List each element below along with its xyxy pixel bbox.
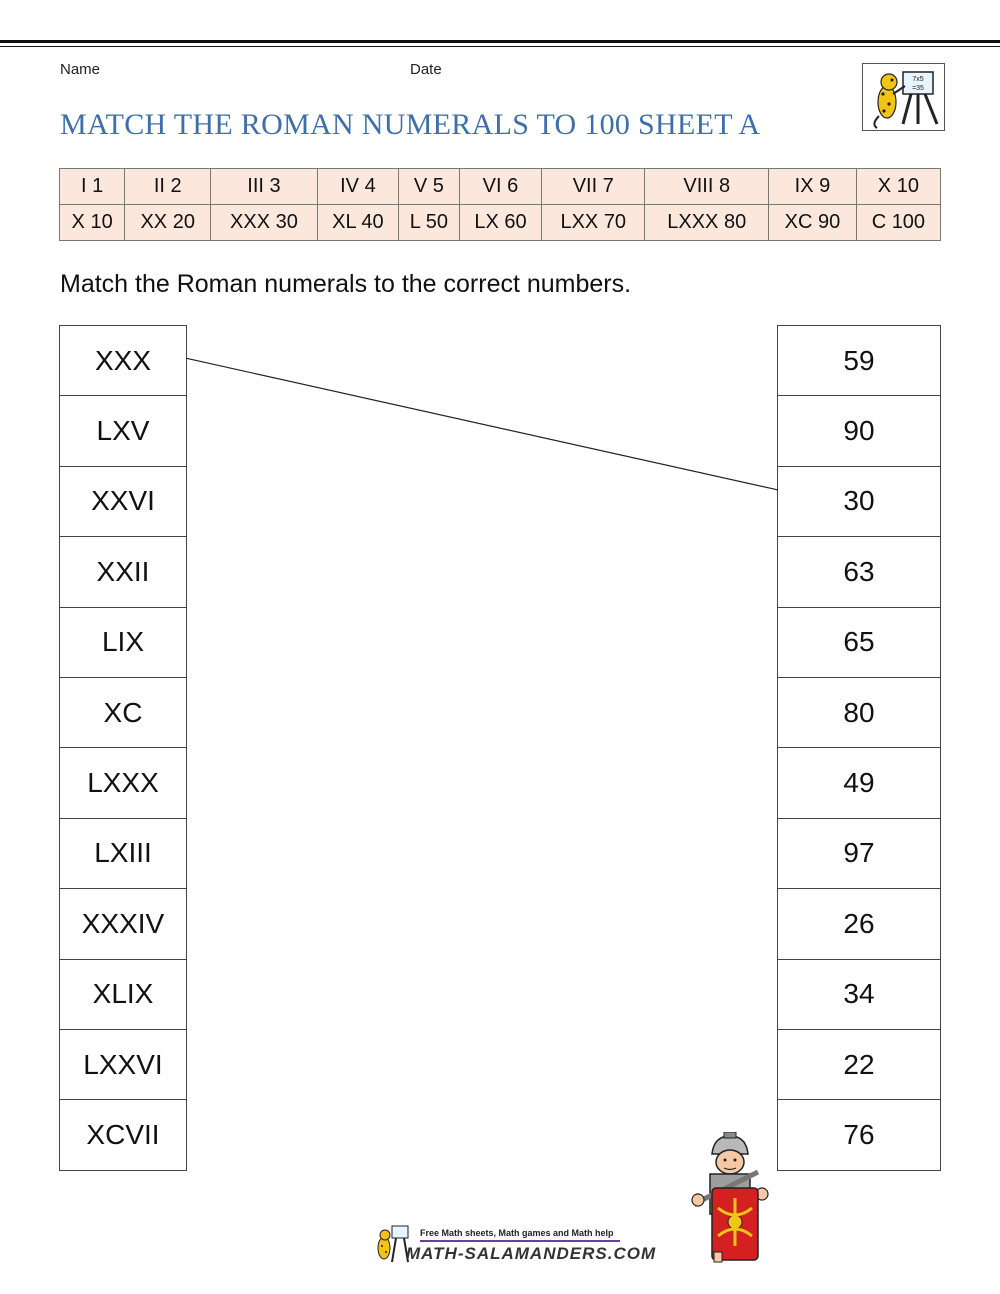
roman-numeral-box[interactable]: XXXIV (60, 889, 186, 959)
top-rule-thick (0, 40, 1000, 43)
roman-numeral-box[interactable]: XXVI (60, 467, 186, 537)
roman-soldier-illustration (684, 1132, 776, 1264)
number-box[interactable]: 26 (778, 889, 940, 959)
reference-cell: V 5 (399, 169, 460, 205)
top-rule-thin (0, 46, 1000, 47)
reference-cell: XC 90 (769, 205, 857, 241)
number-box[interactable]: 90 (778, 396, 940, 466)
footer-logo[interactable] (372, 1222, 657, 1268)
date-label: Date (410, 61, 442, 78)
number-box[interactable]: 97 (778, 819, 940, 889)
number-box[interactable]: 22 (778, 1030, 940, 1100)
reference-cell: XX 20 (125, 205, 211, 241)
number-box[interactable]: 80 (778, 678, 940, 748)
reference-table (59, 168, 941, 241)
number-column (777, 325, 941, 1171)
name-label: Name (60, 61, 101, 78)
number-box[interactable]: 34 (778, 960, 940, 1030)
roman-numeral-box[interactable]: LXV (60, 396, 186, 466)
footer-site-name: MATH-SALAMANDERS.COM (406, 1244, 657, 1263)
reference-cell: XXX 30 (211, 205, 318, 241)
reference-cell: L 50 (399, 205, 460, 241)
reference-cell: II 2 (125, 169, 211, 205)
reference-cell: X 10 (856, 169, 940, 205)
roman-numeral-box[interactable]: XC (60, 678, 186, 748)
roman-numeral-box[interactable]: XXII (60, 537, 186, 607)
reference-cell: III 3 (211, 169, 318, 205)
reference-cell: LXX 70 (542, 205, 645, 241)
logo-sum-line2: =35 (912, 85, 924, 92)
reference-cell: C 100 (856, 205, 940, 241)
roman-numeral-box[interactable]: XCVII (60, 1100, 186, 1170)
page-title: MATCH THE ROMAN NUMERALS TO 100 SHEET A (60, 108, 761, 141)
roman-numeral-box[interactable]: LIX (60, 608, 186, 678)
roman-numeral-box[interactable]: LXXVI (60, 1030, 186, 1100)
roman-numeral-column (59, 325, 187, 1171)
roman-numeral-box[interactable]: LXIII (60, 819, 186, 889)
reference-row-units (60, 169, 941, 205)
example-match-line (186, 358, 778, 490)
reference-cell: LXXX 80 (645, 205, 769, 241)
number-box[interactable]: 76 (778, 1100, 940, 1170)
number-box[interactable]: 30 (778, 467, 940, 537)
reference-cell: LX 60 (459, 205, 541, 241)
roman-numeral-box[interactable]: LXXX (60, 748, 186, 818)
number-box[interactable]: 59 (778, 326, 940, 396)
logo-sum-line1: 7x5 (912, 76, 924, 83)
number-box[interactable]: 65 (778, 608, 940, 678)
reference-row-tens (60, 205, 941, 241)
reference-cell: VII 7 (542, 169, 645, 205)
reference-cell: VIII 8 (645, 169, 769, 205)
reference-cell: XL 40 (317, 205, 398, 241)
number-box[interactable]: 49 (778, 748, 940, 818)
reference-cell: X 10 (60, 205, 125, 241)
reference-cell: VI 6 (459, 169, 541, 205)
reference-cell: I 1 (60, 169, 125, 205)
footer-tagline: Free Math sheets, Math games and Math help (420, 1228, 614, 1238)
reference-cell: IX 9 (769, 169, 857, 205)
footer-underline (420, 1240, 620, 1242)
roman-numeral-box[interactable]: XXX (60, 326, 186, 396)
salamander-logo (862, 63, 945, 131)
instructions: Match the Roman numerals to the correct numbers. (60, 270, 632, 298)
number-box[interactable]: 63 (778, 537, 940, 607)
reference-cell: IV 4 (317, 169, 398, 205)
roman-numeral-box[interactable]: XLIX (60, 960, 186, 1030)
